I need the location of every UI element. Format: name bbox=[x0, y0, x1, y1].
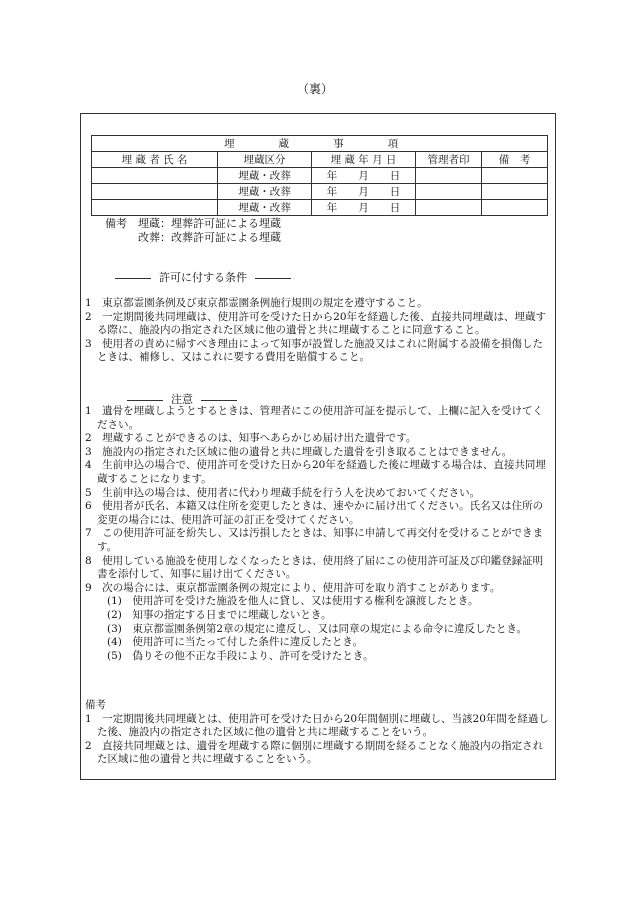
seal-cell[interactable] bbox=[416, 168, 482, 184]
name-cell[interactable] bbox=[92, 168, 218, 184]
date-cell[interactable]: 年 月 日 bbox=[312, 168, 416, 184]
category-cell[interactable]: 埋蔵・改葬 bbox=[218, 168, 312, 184]
list-sub-item: (1) 使用許可を受けた施設を他人に貸し、又は使用する権利を譲渡したとき。 bbox=[107, 595, 479, 608]
table-title: 埋 蔵 事 項 bbox=[92, 136, 548, 152]
list-item: 8 使用している施設を使用しなくなったときは、使用終了届にこの使用許可証及び印鑑登録証明書を添付して、知事に届け出てください。 bbox=[85, 554, 544, 581]
list-item: 7 この使用許可証を紛失し、又は汚損したときは、知事に申請して再交付を受けることができます。 bbox=[85, 527, 544, 553]
table-title-row bbox=[92, 136, 548, 152]
list-sub-item: (4) 使用許可に当たって付した条件に違反したとき。 bbox=[107, 636, 363, 649]
list-item: 9 次の場合には、東京都霊園条例の規定により、使用許可を取り消すことがあります。 bbox=[85, 581, 501, 594]
remarks-cell[interactable] bbox=[482, 184, 548, 200]
list-item: 3 施設内の指定された区域に他の遺骨と共に埋蔵した遺骨を引き取ることはできません。 bbox=[85, 445, 513, 458]
heading-rule bbox=[255, 278, 291, 279]
list-item: 1 東京都霊園条例及び東京都霊園条例施行規則の規定を遵守すること。 bbox=[85, 297, 428, 309]
header-remarks: 備 考 bbox=[482, 152, 548, 168]
conditions-heading-text: 許可に付する条件 bbox=[159, 271, 247, 284]
seal-cell[interactable] bbox=[416, 200, 482, 216]
conditions-list bbox=[85, 297, 551, 365]
heading-rule bbox=[115, 278, 151, 279]
category-cell[interactable]: 埋蔵・改葬 bbox=[218, 200, 312, 216]
list-item: 1 一定期間後共同埋蔵とは、使用許可を受けた日から20年間個別に埋蔵し、当該20年間を経過した後、施設内の指定された区域に他の遺骨と共に埋蔵することをいう。 bbox=[85, 712, 549, 739]
list-sub-item: (2) 知事の指定する日までに埋蔵しないとき。 bbox=[107, 608, 332, 621]
heading-rule bbox=[201, 400, 237, 401]
name-cell[interactable] bbox=[92, 184, 218, 200]
table-row bbox=[92, 168, 548, 184]
header-date: 埋 蔵 年 月 日 bbox=[312, 152, 416, 168]
notice-list bbox=[85, 405, 551, 663]
date-cell[interactable]: 年 月 日 bbox=[312, 200, 416, 216]
remarks-cell[interactable] bbox=[482, 200, 548, 216]
header-category: 埋蔵区分 bbox=[218, 152, 312, 168]
table-note-reburial: 改葬：改葬許可証による埋蔵 bbox=[105, 231, 281, 244]
list-item: 1 遺骨を埋蔵しようとするときは、管理者にこの使用許可証を提示して、上欄に記入を受けてください。 bbox=[85, 405, 543, 431]
header-manager-seal: 管理者印 bbox=[416, 152, 482, 168]
remarks-heading: 備考 bbox=[85, 699, 106, 711]
table-row bbox=[92, 200, 548, 216]
heading-rule bbox=[127, 400, 163, 401]
list-item: 2 一定期間後共同埋蔵は、使用許可を受けた日から20年を経過した後、直接共同埋蔵は、埋蔵する際に、施設内の指定された区域に他の遺骨と共に埋蔵することに同意すること。 bbox=[85, 310, 547, 337]
remarks-cell[interactable] bbox=[482, 168, 548, 184]
permit-back-frame bbox=[80, 113, 556, 780]
table-note-burial: 備考 埋蔵：埋葬許可証による埋蔵 bbox=[105, 217, 281, 230]
list-sub-item: (3) 東京都霊園条例第2章の規定に違反し、又は同章の規定による命令に違反したとき。 bbox=[107, 622, 528, 635]
notice-heading-text: 注意 bbox=[171, 393, 193, 406]
category-cell[interactable]: 埋蔵・改葬 bbox=[218, 184, 312, 200]
table-header-row bbox=[92, 152, 548, 168]
burial-record-table bbox=[91, 135, 548, 216]
list-item: 2 埋蔵することができるのは、知事へあらかじめ届け出た遺骨です。 bbox=[85, 432, 417, 445]
name-cell[interactable] bbox=[92, 200, 218, 216]
list-sub-item: (5) 偽りその他不正な手段により、許可を受けたとき。 bbox=[107, 649, 374, 662]
list-item: 6 使用者が氏名、本籍又は住所を変更したときは、速やかに届け出てください。氏名又は住所の変更の場合には、使用許可証の訂正を受けてください。 bbox=[85, 500, 544, 526]
page-side-label: （裏） bbox=[296, 82, 333, 96]
seal-cell[interactable] bbox=[416, 184, 482, 200]
remarks-section bbox=[85, 699, 551, 767]
list-item: 2 直接共同埋蔵とは、遺骨を埋蔵する際に個別に埋蔵する期間を経ることなく施設内の指定された区域に他の遺骨と共に埋蔵することをいう。 bbox=[85, 739, 544, 766]
table-row bbox=[92, 184, 548, 200]
list-item: 3 使用者の責めに帰すべき理由によって知事が設置した施設又はこれに附属する設備を損傷したときは、補修し、又はこれに要する費用を賠償すること。 bbox=[85, 337, 543, 364]
list-item: 4 生前申込の場合で、使用許可を受けた日から20年を経過した後に埋蔵する場合は、直接共同埋蔵することになります。 bbox=[85, 459, 546, 485]
conditions-heading bbox=[107, 269, 299, 285]
header-name: 埋 蔵 者 氏 名 bbox=[92, 152, 218, 168]
table-notes bbox=[105, 217, 281, 245]
date-cell[interactable]: 年 月 日 bbox=[312, 184, 416, 200]
list-item: 5 生前申込の場合は、使用者に代わり埋蔵手続を行う人を決めておいてください。 bbox=[85, 486, 481, 499]
